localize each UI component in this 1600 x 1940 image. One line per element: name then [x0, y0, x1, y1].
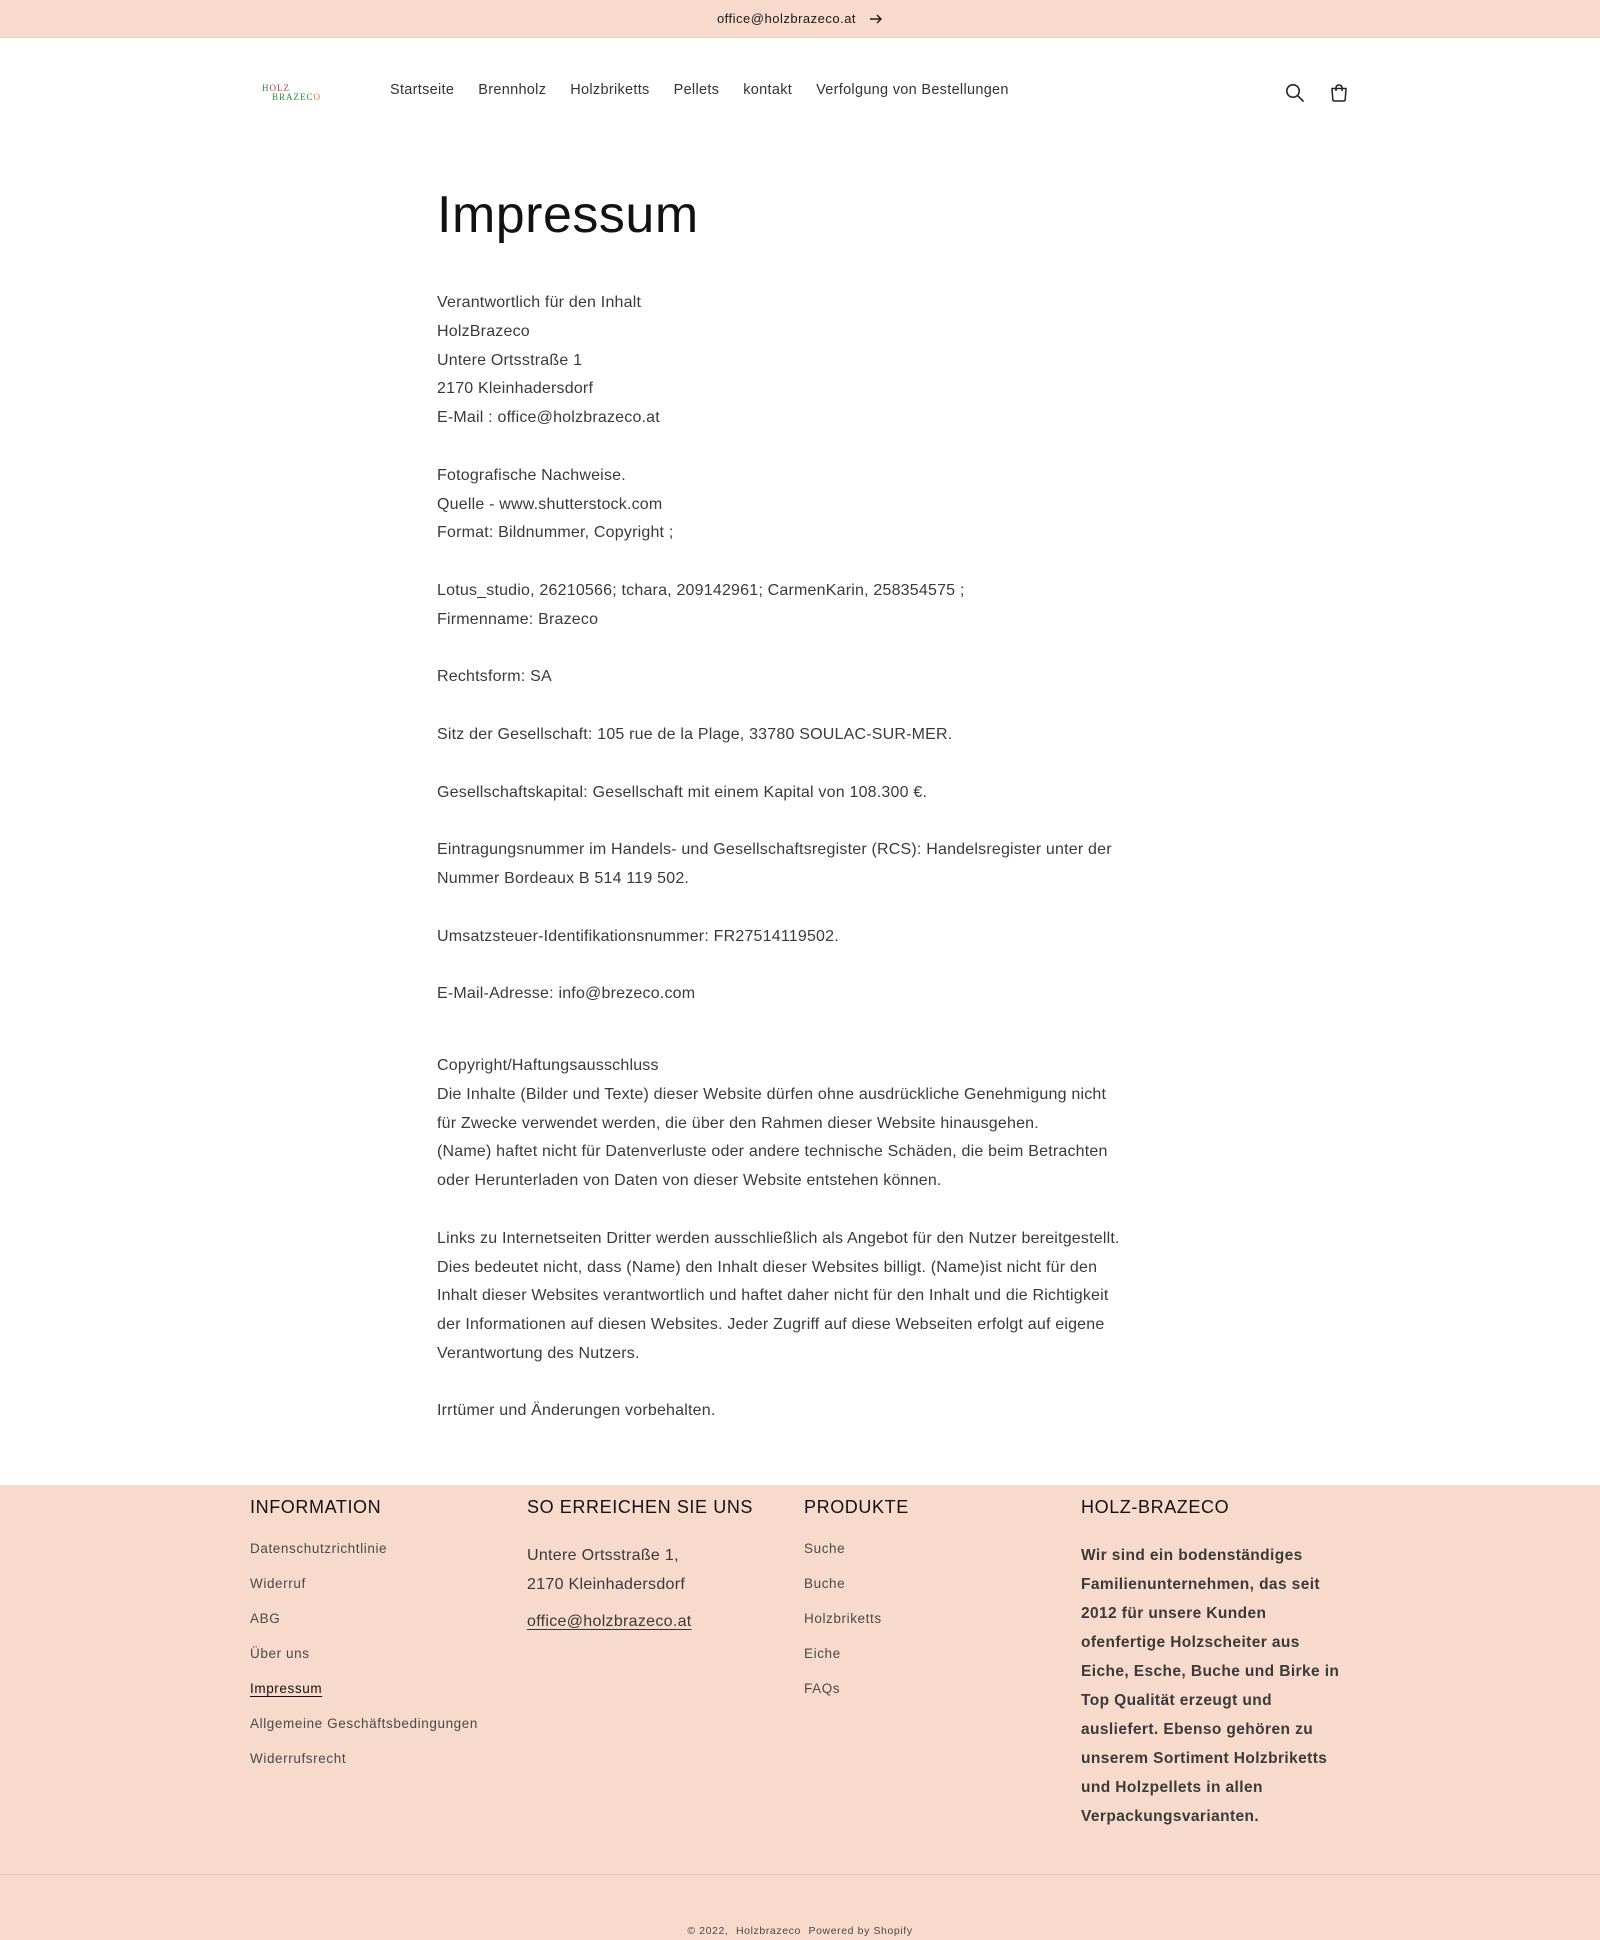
footer-link-buche[interactable]: Buche	[804, 1576, 846, 1591]
nav-item-holzbriketts[interactable]: Holzbriketts	[570, 82, 650, 98]
logo-letters-2: BRAZEC	[272, 92, 314, 102]
footer-heading: INFORMATION	[250, 1497, 382, 1517]
footer-link-datenschutz[interactable]: Datenschutzrichtlinie	[250, 1541, 388, 1556]
text-line: Umsatzsteuer-Identifikationsnummer: FR27514119502.	[437, 927, 839, 945]
footer-col-information	[250, 1495, 478, 1786]
site-header	[0, 38, 1600, 150]
header-icons	[1284, 82, 1350, 104]
text-line: (Name) haftet nicht für Datenverluste oder andere technische Schäden, die beim Betrachten	[437, 1143, 1108, 1161]
text-line: HolzBrazeco	[437, 322, 530, 340]
footer-heading: PRODUKTE	[804, 1497, 909, 1517]
text-line: Format: Bildnummer, Copyright ;	[437, 524, 674, 542]
main-nav	[390, 82, 1033, 98]
text-line: Fotografische Nachweise.	[437, 466, 626, 484]
footer-link-abg[interactable]: ABG	[250, 1611, 281, 1626]
text-line: Sitz der Gesellschaft: 105 rue de la Plage, 33780 SOULAC-SUR-MER.	[437, 725, 953, 743]
nav-item-order-tracking[interactable]: Verfolgung von Bestellungen	[816, 82, 1009, 98]
footer-col-contact	[527, 1495, 753, 1631]
text-line: Verantwortlich für den Inhalt	[437, 294, 642, 311]
text-line: für Zwecke verwendet werden, die über den Rahmen dieser Website hinausgehen.	[437, 1114, 1039, 1132]
logo-letters: OLZ	[269, 83, 290, 93]
site-footer	[0, 1485, 1600, 1940]
text-line: Gesellschaftskapital: Gesellschaft mit einem Kapital von 108.300 €.	[437, 783, 928, 801]
footer-link-widerrufsrecht[interactable]: Widerrufsrecht	[250, 1751, 347, 1766]
text-line: Eintragungsnummer im Handels- und Gesellschaftsregister (RCS): Handelsregister unter der	[437, 841, 1112, 859]
address-line: 2170 Kleinhadersdorf	[527, 1576, 686, 1593]
footer-link-eiche[interactable]: Eiche	[804, 1646, 841, 1661]
page-title: Impressum	[437, 186, 699, 244]
footer-heading: SO ERREICHEN SIE UNS	[527, 1497, 754, 1517]
announcement-bar	[0, 0, 1600, 38]
impressum-content	[437, 289, 1177, 1426]
footer-link-ueber-uns[interactable]: Über uns	[250, 1646, 310, 1661]
logo-letter-2: O	[313, 92, 322, 102]
footer-link-impressum[interactable]: Impressum	[250, 1681, 323, 1696]
footer-address	[527, 1541, 753, 1599]
footer-link-widerruf[interactable]: Widerruf	[250, 1576, 306, 1591]
text-line: oder Herunterladen von Daten von dieser Website entstehen können.	[437, 1172, 942, 1190]
text-line: E-Mail : office@holzbrazeco.at	[437, 409, 660, 427]
text-line: Nummer Bordeaux B 514 119 502.	[437, 869, 690, 887]
announcement-link[interactable]	[717, 11, 883, 26]
text-line: Verantwortung des Nutzers.	[437, 1344, 640, 1362]
copyright-brand-link[interactable]: Holzbrazeco	[735, 1925, 801, 1937]
copyright-year: © 2022,	[687, 1925, 729, 1937]
text-line: 2170 Kleinhadersdorf	[437, 380, 594, 398]
text-line: Firmenname: Brazeco	[437, 610, 599, 628]
address-line: Untere Ortsstraße 1,	[527, 1547, 679, 1564]
footer-divider	[0, 1874, 1600, 1875]
footer-links	[250, 1541, 478, 1766]
text-line: der Informationen auf diesen Websites. Jeder Zugriff auf diese Webseiten erfolgt auf eigene	[437, 1316, 1105, 1334]
logo-letter: H	[262, 83, 270, 93]
text-line: Lotus_studio, 26210566; tchara, 209142961; CarmenKarin, 258354575 ;	[437, 581, 965, 599]
search-icon[interactable]	[1284, 82, 1306, 104]
nav-item-brennholz[interactable]: Brennholz	[478, 82, 547, 98]
nav-item-kontakt[interactable]: kontakt	[743, 82, 793, 98]
footer-col-about	[1081, 1495, 1351, 1831]
text-line: Rechtsform: SA	[437, 668, 552, 686]
nav-item-startseite[interactable]: Startseite	[390, 82, 455, 98]
footer-email-link[interactable]: office@holzbrazeco.at	[527, 1613, 692, 1630]
footer-link-holzbriketts[interactable]: Holzbriketts	[804, 1611, 882, 1626]
footer-link-agb[interactable]: Allgemeine Geschäftsbedingungen	[250, 1716, 478, 1731]
text-line: Copyright/Haftungsausschluss	[437, 1056, 659, 1074]
footer-link-suche[interactable]: Suche	[804, 1541, 846, 1556]
text-line: Untere Ortsstraße 1	[437, 351, 583, 369]
text-line: Dies bedeutet nicht, dass (Name) den Inhalt dieser Websites billigt. (Name)ist nicht für den	[437, 1258, 1098, 1276]
copyright	[0, 1925, 1600, 1937]
site-logo[interactable]	[262, 81, 338, 105]
nav-item-pellets[interactable]: Pellets	[673, 82, 720, 98]
text-line: Die Inhalte (Bilder und Texte) dieser Website dürfen ohne ausdrückliche Genehmigung nicht	[437, 1085, 1107, 1103]
text-line: Quelle - www.shutterstock.com	[437, 495, 663, 513]
text-line: E-Mail-Adresse: info@brezeco.com	[437, 985, 696, 1003]
footer-heading: HOLZ-BRAZECO	[1081, 1497, 1230, 1517]
footer-link-faqs[interactable]: FAQs	[804, 1681, 841, 1696]
footer-about-text: Wir sind ein bodenständiges Familienunternehmen, das seit 2012 für unsere Kunden ofenfertige Holzscheiter aus Eiche, Esche, Buche und Birke in Top Qualität erzeugt und ausliefert. Ebenso gehören zu unserem Sortiment Holzbriketts und Holzpellets in allen Verpackungsvarianten.	[1081, 1547, 1340, 1825]
announcement-text: office@holzbrazeco.at	[716, 11, 857, 26]
cart-icon[interactable]	[1328, 82, 1350, 104]
text-line: Inhalt dieser Websites verantwortlich und haftet daher nicht für den Inhalt und die Richtigkeit	[437, 1287, 1109, 1305]
main-content	[437, 185, 1177, 1426]
arrow-right-icon	[870, 14, 883, 24]
powered-by-link[interactable]: Powered by Shopify	[808, 1925, 913, 1937]
text-line: Irrtümer und Änderungen vorbehalten.	[437, 1402, 716, 1420]
text-line: Links zu Internetseiten Dritter werden ausschließlich als Angebot für den Nutzer bereitgestellt.	[437, 1229, 1120, 1247]
footer-links	[804, 1541, 909, 1696]
footer-col-products	[804, 1495, 909, 1716]
